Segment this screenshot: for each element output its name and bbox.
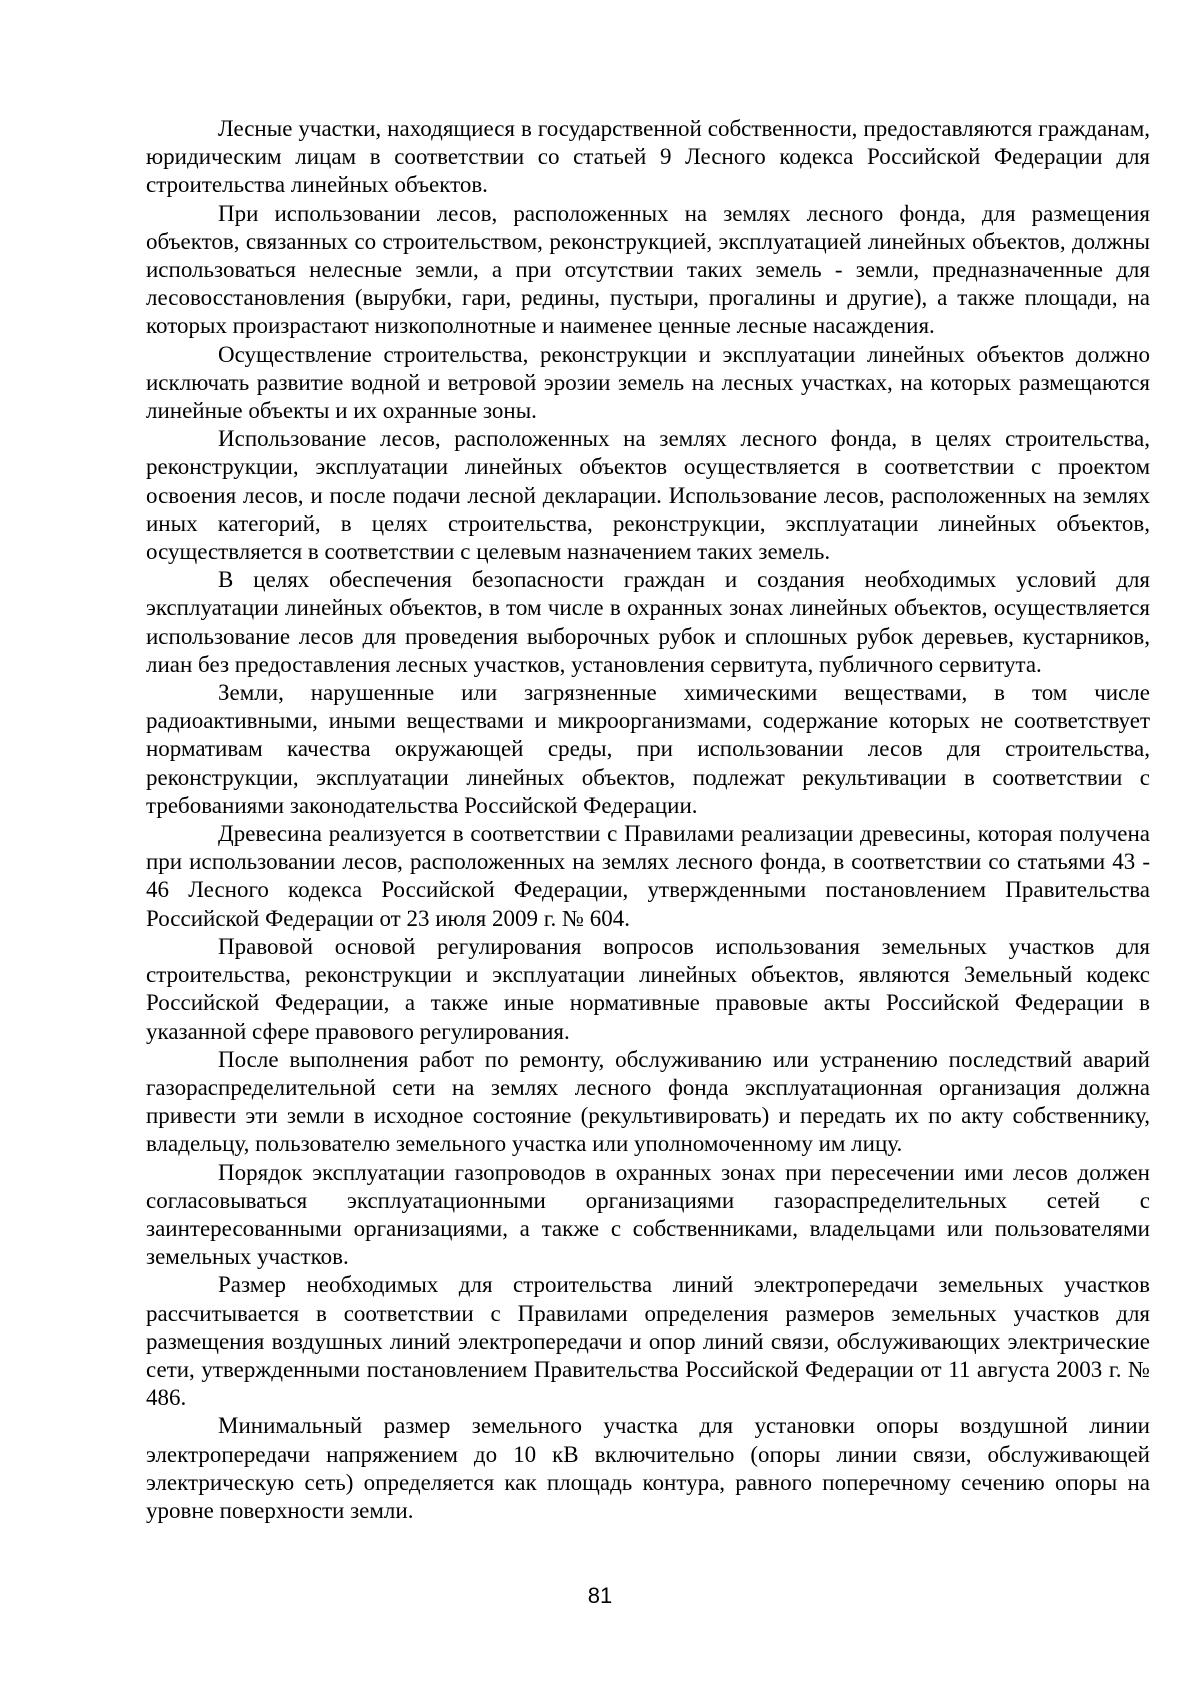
paragraph: При использовании лесов, расположенных на землях лесного фонда, для размещения объектов, связанных со строительством, реконструкцией, эксплуатацией линейных объектов, должны использоваться нелесные земли, а при отсутствии таких земель - земли, предназначенные для лесовосстановления (вырубки, гари, редины, пустыри, прогалины и другие), а также площади, на которых произрастают низкополнотные и наименее ценные лесные насаждения.: [146, 200, 1150, 339]
paragraph: Древесина реализуется в соответствии с Правилами реализации древесины, которая получена при использовании лесов, расположенных на землях лесного фонда, в соответствии со статьями 43 - 46 Лесного кодекса Российской Федерации, утвержденными постановлением Правительства Российской Федерации от 23 июля 2009 г. № 604.: [146, 821, 1150, 931]
page-number: 81: [587, 1583, 613, 1608]
paragraph: В целях обеспечения безопасности граждан и создания необходимых условий для эксплуатации линейных объектов, в том числе в охранных зонах линейных объектов, осуществляется использование лесов для проведения выборочных рубок и сплошных рубок деревьев, кустарников, лиан без предоставления лесных участков, установления сервитута, публичного сервитута.: [146, 567, 1150, 677]
paragraph: Лесные участки, находящиеся в государственной собственности, предоставляются гражданам, юридическим лицам в соответствии со статьей 9 Лесного кодекса Российской Федерации для строительства линейных объектов.: [146, 116, 1150, 198]
paragraph: Правовой основой регулирования вопросов использования земельных участков для строительства, реконструкции и эксплуатации линейных объектов, являются Земельный кодекс Российской Федерации, а также иные нормативные правовые акты Российской Федерации в указанной сфере правового регулирования.: [146, 933, 1150, 1044]
paragraph: Порядок эксплуатации газопроводов в охранных зонах при пересечении ими лесов должен согласовываться эксплуатационными организациями газораспределительных сетей с заинтересованными организациями, а также с собственниками, владельцами или пользователями земельных участков.: [146, 1159, 1150, 1270]
paragraph: После выполнения работ по ремонту, обслуживанию или устранению последствий аварий газораспределительной сети на землях лесного фонда эксплуатационная организация должна привести эти земли в исходное состояние (рекультивировать) и передать их по акту собственнику, владельцу, пользователю земельного участка или уполномоченному им лицу.: [146, 1046, 1150, 1157]
paragraph: Использование лесов, расположенных на землях лесного фонда, в целях строительства, реконструкции, эксплуатации линейных объектов осуществляется в соответствии с проектом освоения лесов, и после подачи лесной декларации. Использование лесов, расположенных на землях иных категорий, в целях строительства, реконструкции, эксплуатации линейных объектов, осуществляется в соответствии с целевым назначением таких земель.: [146, 426, 1150, 565]
paragraph: Осуществление строительства, реконструкции и эксплуатации линейных объектов должно исключать развитие водной и ветровой эрозии земель на лесных участках, на которых размещаются линейные объекты и их охранные зоны.: [146, 341, 1150, 424]
paragraph: Минимальный размер земельного участка для установки опоры воздушной линии электропередачи напряжением до 10 кВ включительно (опоры линии связи, обслуживающей электрическую сеть) определяется как площадь контура, равного поперечному сечению опоры на уровне поверхности земли.: [146, 1413, 1150, 1523]
document-body: [146, 115, 1150, 1525]
paragraph: Земли, нарушенные или загрязненные химическими веществами, в том числе радиоактивными, иными веществами и микроорганизмами, содержание которых не соответствует нормативам качества окружающей среды, при использовании лесов для строительства, реконструкции, эксплуатации линейных объектов, подлежат рекультивации в соответствии с требованиями законодательства Российской Федерации.: [146, 680, 1150, 818]
paragraph: Размер необходимых для строительства линий электропередачи земельных участков рассчитывается в соответствии с Правилами определения размеров земельных участков для размещения воздушных линий электропередачи и опор линий связи, обслуживающих электрические сети, утвержденными постановлением Правительства Российской Федерации от 11 августа 2003 г. № 486.: [146, 1272, 1150, 1411]
